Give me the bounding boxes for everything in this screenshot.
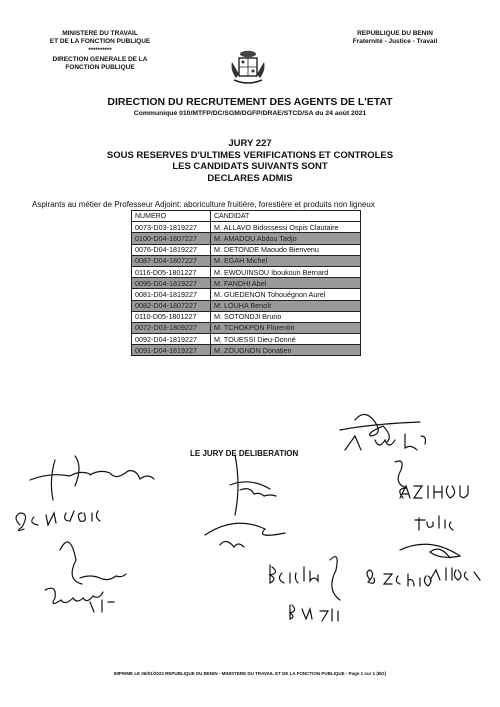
candidate-number: 0092-D04-1819227 [132,334,211,345]
signature-akro [340,414,420,442]
candidate-name: M. ALLAVO Bidossessi Ospis Clautaire [211,222,361,233]
benin-coat-of-arms-icon [228,48,268,88]
candidate-number: 0110-D05-1801227 [132,311,211,322]
table-row [132,322,361,333]
country-motto: Fraternité - Justice - Travail [352,38,438,45]
candidate-number: 0087-D04-1807227 [132,255,211,266]
country-name: REPUBLIQUE DU BENIN [357,30,433,37]
signature-azihou [400,486,468,498]
candidate-number: 0072-D03-1809227 [132,322,211,333]
candidate-name: M. FANDHI Abel [211,278,361,289]
candidate-number: 0095-D04-1819227 [132,278,211,289]
signature-center [230,455,270,515]
signature-aguessy [45,542,103,604]
ministry-name-line2: ET DE LA FONCTION PUBLIQUE [49,38,151,45]
jury-number: JURY 227 [228,138,272,149]
table-header-row [132,211,361,222]
candidate-name: M. TCHOKPON Florentin [211,322,361,333]
candidate-number: 0082-D04-1807227 [132,300,211,311]
candidate-name: M. EGAH Michel [211,255,361,266]
table-row [132,222,361,233]
country-header [320,30,470,46]
candidate-name: M. SOTONDJI Bruno [211,311,361,322]
signature-alloba [367,570,431,586]
page-title: DIRECTION DU RECRUTEMENT DES AGENTS DE L'ETAT [107,96,393,108]
aspirants-line: Aspirants au métier de Professeur Adjoint: aboriculture fruitière, forestière et produits non ligneux [32,200,375,209]
table-row [132,278,361,289]
candidate-number: 0081-D04-1819227 [132,289,211,300]
table-row [132,345,361,356]
candidate-name: M. AMADOU Abdou Tadjo [211,233,361,244]
results-table [131,210,361,356]
direction-name-line1: DIRECTION GENERALE DE LA [52,56,148,63]
direction-name-line2: FONCTION PUBLIQUE [65,64,135,71]
table-row [132,289,361,300]
table-body [132,222,361,356]
jury-line2: SOUS RESERVES D'ULTIMES VERIFICATIONS ET CONTROLES [106,149,394,161]
candidate-number: 0100-D04-1807227 [132,233,211,244]
candidate-name: M. DETONDE Maoudo Bienvenu [211,244,361,255]
candidate-number: 0073-D03-1819227 [132,222,211,233]
table-row [132,300,361,311]
jury-deliberation-label: LE JURY DE DELIBERATION [190,449,299,458]
table-row [132,233,361,244]
column-header-numero: NUMERO [132,211,211,222]
candidate-number: 0076-D04-1819227 [132,244,211,255]
stars-separator: ********** [88,48,112,54]
print-footer: IMPRIME LE 06/01/2022 REPUBLIQUE DU BENIN - MINISTERE DU TRAVAIL ET DE LA FONCTION PUBLIQUE - Page 1 sur 1 (BG) [113,671,387,676]
signature-bonadi [270,565,318,583]
table-row [132,244,361,255]
column-header-candidat: CANDIDAT [211,211,361,222]
table-row [132,334,361,345]
candidate-name: M. TOUESSI Dieu-Donné [211,334,361,345]
candidate-name: M. GUEDENON Tohouégnon Aurel [211,289,361,300]
candidate-name: M. LOUHA Benoît [211,300,361,311]
candidate-number: 0091-D04-1819227 [132,345,211,356]
candidate-name: M. EWOUINSOU Iboukoun Bernard [211,266,361,277]
table-row [132,255,361,266]
table-row [132,311,361,322]
jury-heading [0,138,500,184]
candidate-name: M. ZOUGNON Donatien [211,345,361,356]
jury-line3: LES CANDIDATS SUIVANTS SONT [172,161,328,172]
communique-reference: Communiqué 010/MTFP/DC/SGM/DGFP/DRAE/STCD/SA du 24 août 2021 [133,110,367,117]
table-row [132,266,361,277]
signatures-area [0,400,500,640]
candidate-number: 0116-D05-1801227 [132,266,211,277]
jury-line4: DECLARES ADMIS [207,172,293,184]
ministry-header [30,30,170,72]
ministry-name-line1: MINISTERE DU TRAVAIL [62,30,138,37]
signature-sencuwa [30,456,90,500]
